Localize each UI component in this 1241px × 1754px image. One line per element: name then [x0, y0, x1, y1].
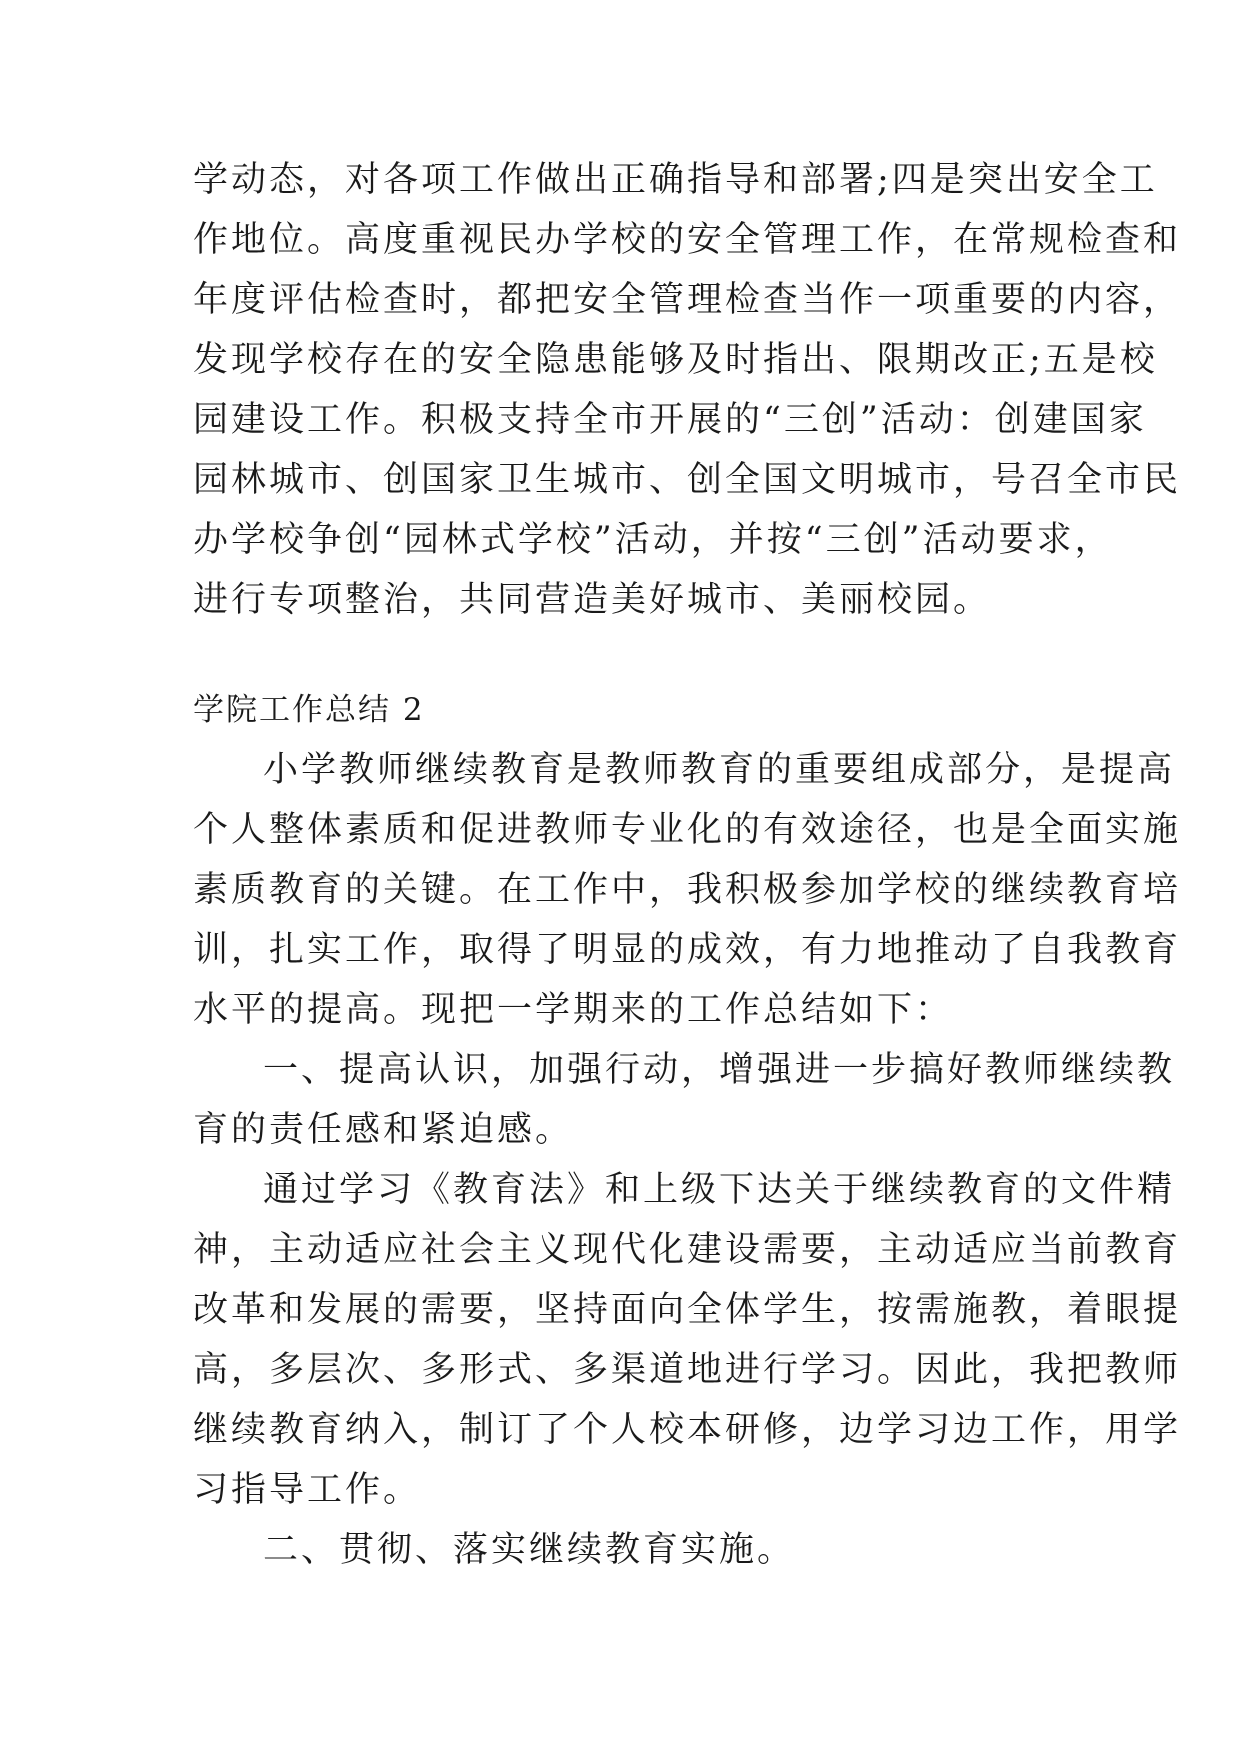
paragraph-intro	[193, 740, 1182, 1040]
section-heading: 学院工作总结 2	[193, 692, 425, 728]
text-line: 训，扎实工作，取得了明显的成效，有力地推动了自我教育	[193, 930, 1182, 970]
text-line: 学动态，对各项工作做出正确指导和部署;四是突出安全工	[193, 160, 1158, 200]
text-line: 习指导工作。	[193, 1470, 422, 1510]
paragraph-point-two	[193, 1520, 1073, 1580]
text-line: 园林城市、创国家卫生城市、创全国文明城市，号召全市民	[193, 460, 1182, 500]
text-line: 小学教师继续教育是教师教育的重要组成部分，是提高	[263, 750, 1176, 790]
text-line: 改革和发展的需要，坚持面向全体学生，按需施教，着眼提	[193, 1290, 1182, 1330]
text-line: 办学校争创“园林式学校”活动，并按“三创”活动要求，	[193, 520, 1113, 560]
text-line: 个人整体素质和促进教师专业化的有效途径，也是全面实施	[193, 810, 1182, 850]
text-line: 园建设工作。积极支持全市开展的“三创”活动：创建国家	[193, 400, 1147, 440]
text-line: 水平的提高。现把一学期来的工作总结如下：	[193, 990, 954, 1030]
text-line: 通过学习《教育法》和上级下达关于继续教育的文件精	[263, 1170, 1176, 1210]
paragraph-study	[193, 1160, 1182, 1520]
text-line: 二、贯彻、落实继续教育实施。	[263, 1530, 796, 1570]
text-line: 素质教育的关键。在工作中，我积极参加学校的继续教育培	[193, 870, 1182, 910]
text-line: 发现学校存在的安全隐患能够及时指出、限期改正;五是校	[193, 340, 1158, 380]
text-line: 育的责任感和紧迫感。	[193, 1110, 574, 1150]
text-line: 高，多层次、多形式、多渠道地进行学习。因此，我把教师	[193, 1350, 1182, 1390]
text-line: 年度评估检查时，都把安全管理检查当作一项重要的内容，	[193, 280, 1182, 320]
text-line: 一、提高认识，加强行动，增强进一步搞好教师继续教	[263, 1050, 1176, 1090]
text-line: 神，主动适应社会主义现代化建设需要，主动适应当前教育	[193, 1230, 1182, 1270]
section-gap	[193, 630, 1073, 680]
document-body	[193, 150, 1182, 1580]
paragraph-point-one	[193, 1040, 1176, 1160]
text-line: 继续教育纳入，制订了个人校本研修，边学习边工作，用学	[193, 1410, 1182, 1450]
text-line: 作地位。高度重视民办学校的安全管理工作，在常规检查和	[193, 220, 1182, 260]
paragraph-continued	[193, 150, 1182, 630]
text-line: 进行专项整治，共同营造美好城市、美丽校园。	[193, 580, 992, 620]
